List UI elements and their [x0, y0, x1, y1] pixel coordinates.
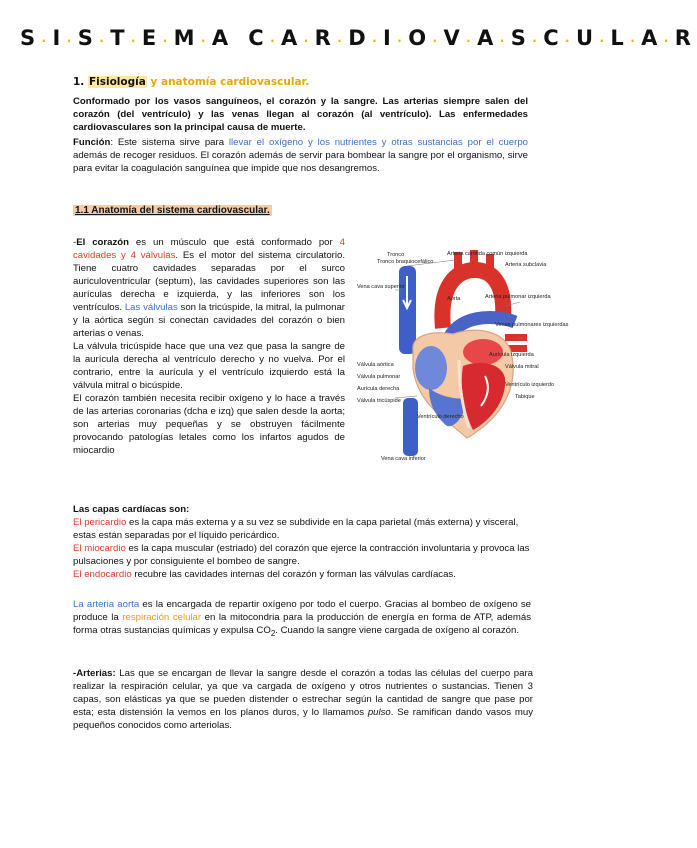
aorta-paragraph — [73, 598, 531, 640]
corazon-text-1: es un músculo que está conformado por — [128, 237, 340, 248]
funcion-paragraph — [73, 136, 528, 175]
intro-paragraph — [73, 95, 528, 134]
title-dot: · — [532, 34, 544, 48]
title-dot: · — [200, 34, 212, 48]
label-ventriculo-der: Ventrículo derecho — [417, 414, 464, 420]
label-valvula-aortica: Válvula aórtica — [357, 362, 394, 368]
title-letter: V — [443, 26, 467, 50]
title-letter: C — [543, 26, 566, 50]
title-letter: U — [575, 26, 600, 50]
label-auricula-izq: Aurícula izquierda — [489, 352, 534, 358]
arterias-label: -Arterias: — [73, 668, 116, 679]
label-carotida: Arteria carótida común izquierda — [447, 251, 528, 257]
aorta-highlight: respiración celular — [122, 612, 202, 623]
corazon-bullet: - — [73, 237, 77, 248]
aorta-co2-sub: 2 — [270, 628, 276, 638]
title-dot: · — [466, 34, 478, 48]
title-letter: A — [477, 26, 500, 50]
endocardio-text: recubre las cavidades internas del corazón y forman las válvulas cardíacas. — [131, 569, 456, 580]
title-letter: R — [314, 26, 338, 50]
corazon-label: El corazón — [76, 237, 129, 248]
auricula-derecha — [415, 346, 447, 390]
label-ventriculo-izq: Ventrículo izquierdo — [505, 382, 555, 388]
miocardio-text: es la capa muscular (estriado) del corazón que ejerce la contracción involuntaria y provoca las pulsaciones y por consiguiente el bombeo de sangre. — [73, 543, 530, 567]
title-dot: · — [499, 34, 511, 48]
title-dot: · — [66, 34, 78, 48]
title-dot: · — [663, 34, 675, 48]
page-title — [20, 26, 697, 50]
section-heading-fisiologia — [73, 76, 309, 88]
title-letter: I — [383, 26, 398, 50]
sub-heading-anatomia: 1.1 Anatomía del sistema cardiovascular. — [75, 205, 270, 216]
funcion-label: Función — [73, 137, 111, 148]
title-letter: A — [641, 26, 664, 50]
title-letter: S — [77, 26, 100, 50]
branch-subclavia — [486, 254, 494, 278]
title-dot: · — [303, 34, 315, 48]
label-valvula-mitral: Válvula mitral — [505, 364, 539, 370]
aorta-label: La arteria aorta — [73, 599, 140, 610]
title-letter: S — [510, 26, 533, 50]
arterias-pulso: pulso — [367, 707, 391, 718]
heart-diagram — [355, 248, 569, 463]
corazon-cavidades: 4 cavidades y 4 válvulas — [73, 237, 345, 261]
title-dot: · — [99, 34, 111, 48]
title-dot: · — [162, 34, 174, 48]
endocardio-paragraph — [73, 568, 533, 581]
endocardio-label: El endocardio — [73, 569, 132, 580]
corazon-paragraph-1 — [73, 236, 345, 340]
label-subclavia: Arteria subclavia — [505, 262, 547, 268]
title-letter: S — [20, 26, 42, 50]
title-letter: A — [281, 26, 304, 50]
label-venas-pulmonares: Venas pulmonares izquierdas — [495, 322, 569, 328]
capas-heading: Las capas cardíacas son: — [73, 504, 190, 515]
title-letter: M — [173, 26, 201, 50]
title-dot: · — [432, 34, 444, 48]
title-dot: · — [41, 34, 53, 48]
label-aorta: Aorta — [447, 296, 461, 302]
title-letter: O — [408, 26, 433, 50]
vena-pulmonar-1 — [505, 334, 527, 341]
title-letter: L — [610, 26, 631, 50]
heart-illustration — [355, 248, 569, 463]
pericardio-paragraph — [73, 516, 533, 542]
corazon-text-3: son la tricúspide, la mitral, la pulmonar y la aórtica según si conectan cavidades del corazón o bien arterias o venas. — [73, 302, 345, 339]
aorta-text-1: es la encargada de repartir oxígeno por todo el cuerpo. Gracias al bombeo de oxígeno se produce la — [73, 599, 532, 623]
label-tronco-1: Tronco — [387, 252, 405, 258]
title-space — [235, 26, 249, 50]
arterias-text-1: Las que se encargan de llevar la sangre desde el corazón a todas las células del cuerpo para realizar la respiración celular, ya que va cargada de oxígeno y otros nutrientes o sustancias. Tienen 3 capas, son elásticas ya que se pueden distender o estrechar según la cantidad de sangre que pase por esta; esta distensión la vemos en los planos duros, y lo llamamos — [73, 668, 533, 718]
title-letter: D — [348, 26, 373, 50]
title-letter: R — [674, 26, 697, 50]
pericardio-label: El pericardio — [73, 517, 127, 528]
label-arteria-pulmonar: Arteria pulmonar izquierda — [485, 294, 551, 300]
funcion-post: además de recoger residuos. El corazón además de servir para bombear la sangre por el organismo, sirve para evitar la coagulación sanguínea que impide que nos desangremos. — [73, 150, 528, 174]
label-cava-inf: Vena cava inferior — [381, 456, 426, 462]
capas-section — [73, 503, 533, 581]
label-tabique: Tabique — [515, 394, 535, 400]
title-dot: · — [565, 34, 576, 48]
title-letter: T — [110, 26, 131, 50]
heading-part2: y — [150, 76, 158, 88]
title-letter: A — [211, 26, 235, 50]
title-dot: · — [372, 34, 384, 48]
aorta-text-3: . Cuando la sangre viene cargada de oxígeno al corazón. — [275, 625, 520, 636]
miocardio-label: El miocardio — [73, 543, 126, 554]
label-valvula-tricuspide: Válvula tricúspide — [357, 398, 401, 404]
label-auricula-der: Aurícula derecha — [357, 386, 400, 392]
label-cava-sup: Vena cava superior — [357, 284, 405, 290]
vena-cava-inferior — [403, 398, 418, 456]
pericardio-text: es la capa más externa y a su vez se subdivide en la capa parietal (más externa) y visceral, estas están separadas por el líquido pericárdico. — [73, 517, 519, 541]
title-dot: · — [270, 34, 282, 48]
miocardio-paragraph — [73, 542, 533, 568]
title-dot: · — [630, 34, 642, 48]
heading-part3: anatomía cardiovascular. — [160, 76, 310, 88]
intro-text: Conformado por los vasos sanguíneos, el corazón y la sangre. Las arterias siempre salen del corazón (del ventrículo) y las venas llegan al corazón (al ventrículo). Las enfermedades cardiovasculares son la principal causa de muerte. — [73, 96, 528, 133]
corazon-text-2: . Es el motor del sistema circulatorio. Tiene cuatro cavidades separadas por el surco auriculoventricular (septum), las cavidades superiores son las aurículas derecha e izquierda, y las inferiores son los ventrículos. — [73, 250, 345, 313]
title-letter: E — [141, 26, 163, 50]
arterias-paragraph — [73, 667, 533, 732]
corazon-paragraph-3: El corazón también necesita recibir oxígeno y lo hace a través de las arterias coronarias (dcha e izq) que salen desde la aorta; son arterias muy pequeñas y se obstruyen fácilmente provocando patologías letales como los infartos agudos de miocardio — [73, 393, 345, 456]
arterias-text-2: . Se ramifican dando vasos muy pequeños conocidos como arteriolas. — [73, 707, 533, 731]
aorta-text-2: en la mitocondria para la producción de energía en forma de ATP, además forma otras sustancias químicas y expulsa CO — [73, 612, 532, 636]
title-letter: C — [248, 26, 271, 50]
funcion-pre: : Este sistema sirve para — [110, 137, 229, 148]
corazon-section — [73, 236, 345, 457]
title-dot: · — [599, 34, 611, 48]
title-dot: · — [397, 34, 409, 48]
title-letter: I — [52, 26, 67, 50]
corazon-paragraph-2: La válvula tricúspide hace que una vez que pasa la sangre de la aurícula derecha al ventrículo derecho y no vuelva. Por el contrario, entre la aurícula y el ventrículo izquierdo está la válvula mitral o bicúspide. — [73, 341, 345, 391]
funcion-highlight: llevar el oxígeno y los nutrientes y otras sustancias por el cuerpo — [228, 137, 529, 148]
label-valvula-pulmonar: Válvula pulmonar — [357, 374, 401, 380]
label-tronco-2: Tronco braquiocefálico — [377, 259, 434, 265]
title-dot: · — [337, 34, 349, 48]
corazon-valvulas: Las válvulas — [124, 302, 178, 313]
title-dot: · — [130, 34, 142, 48]
heading-part1: Fisiología — [88, 76, 146, 88]
heading-number: 1. — [73, 76, 85, 88]
